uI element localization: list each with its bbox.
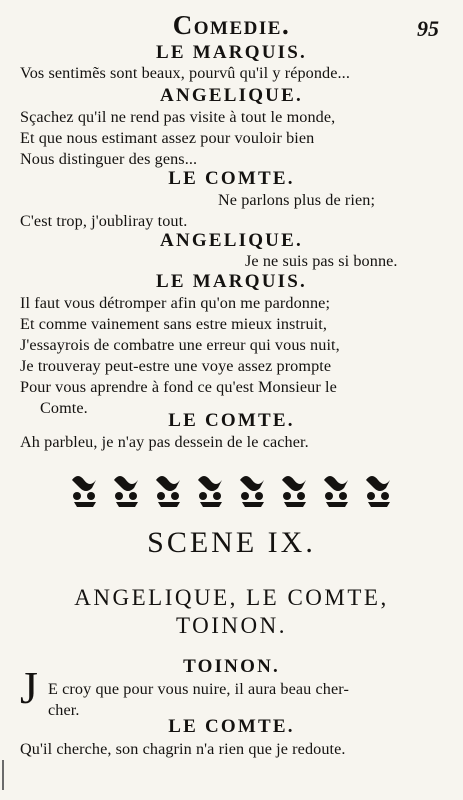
verse-line: Ah parbleu, je n'ay pas dessein de le cacher. bbox=[20, 433, 309, 451]
verse-line: Je ne suis pas si bonne. bbox=[245, 252, 398, 270]
speaker-angelique: ANGELIQUE. bbox=[160, 230, 303, 251]
verse-line: J'essayrois de combatre une erreur qui vous nuit, bbox=[20, 336, 340, 354]
speaker-marquis: LE MARQUIS. bbox=[156, 42, 307, 63]
page-number: 95 bbox=[417, 16, 439, 41]
speaker-comte: LE COMTE. bbox=[168, 716, 295, 737]
verse-line: Vos sentimẽs sont beaux, pourvû qu'il y réponde... bbox=[20, 64, 350, 82]
verse-line: Et comme vainement sans estre mieux instruit, bbox=[20, 315, 328, 333]
verse-line: Je trouveray peut-estre une voye assez prompte bbox=[20, 357, 332, 375]
speaker-comte: LE COMTE. bbox=[168, 168, 295, 189]
verse-line: Sçachez qu'il ne rend pas visite à tout le monde, bbox=[20, 108, 336, 126]
cast-list: TOINON. bbox=[176, 613, 287, 638]
drop-capital: J bbox=[20, 662, 38, 713]
verse-line: Comte. bbox=[40, 399, 88, 417]
printers-ornament bbox=[60, 470, 403, 510]
speaker-toinon: TOINON. bbox=[183, 656, 280, 677]
speaker-marquis: LE MARQUIS. bbox=[156, 271, 307, 292]
verse-line: E croy que pour vous nuire, il aura beau cher- bbox=[48, 680, 349, 698]
speaker-angelique: ANGELIQUE. bbox=[160, 85, 303, 106]
verse-line: Qu'il cherche, son chagrin n'a rien que je redoute. bbox=[20, 740, 346, 758]
margin-mark bbox=[2, 760, 4, 790]
running-head: Comedie. bbox=[172, 10, 291, 40]
verse-line: C'est trop, j'oubliray tout. bbox=[20, 212, 188, 230]
cast-list: ANGELIQUE, LE COMTE, bbox=[74, 585, 389, 610]
verse-line: Nous distinguer des gens... bbox=[20, 150, 198, 168]
verse-line: Ne parlons plus de rien; bbox=[218, 191, 376, 209]
scene-heading: SCENE IX. bbox=[147, 526, 316, 559]
speaker-comte: LE COMTE. bbox=[168, 410, 295, 431]
verse-line: Et que nous estimant assez pour vouloir bien bbox=[20, 129, 315, 147]
verse-line: Il faut vous détromper afin qu'on me pardonne; bbox=[20, 294, 331, 312]
verse-line: cher. bbox=[48, 701, 80, 719]
verse-line: Pour vous aprendre à fond ce qu'est Monsieur le bbox=[20, 378, 337, 396]
